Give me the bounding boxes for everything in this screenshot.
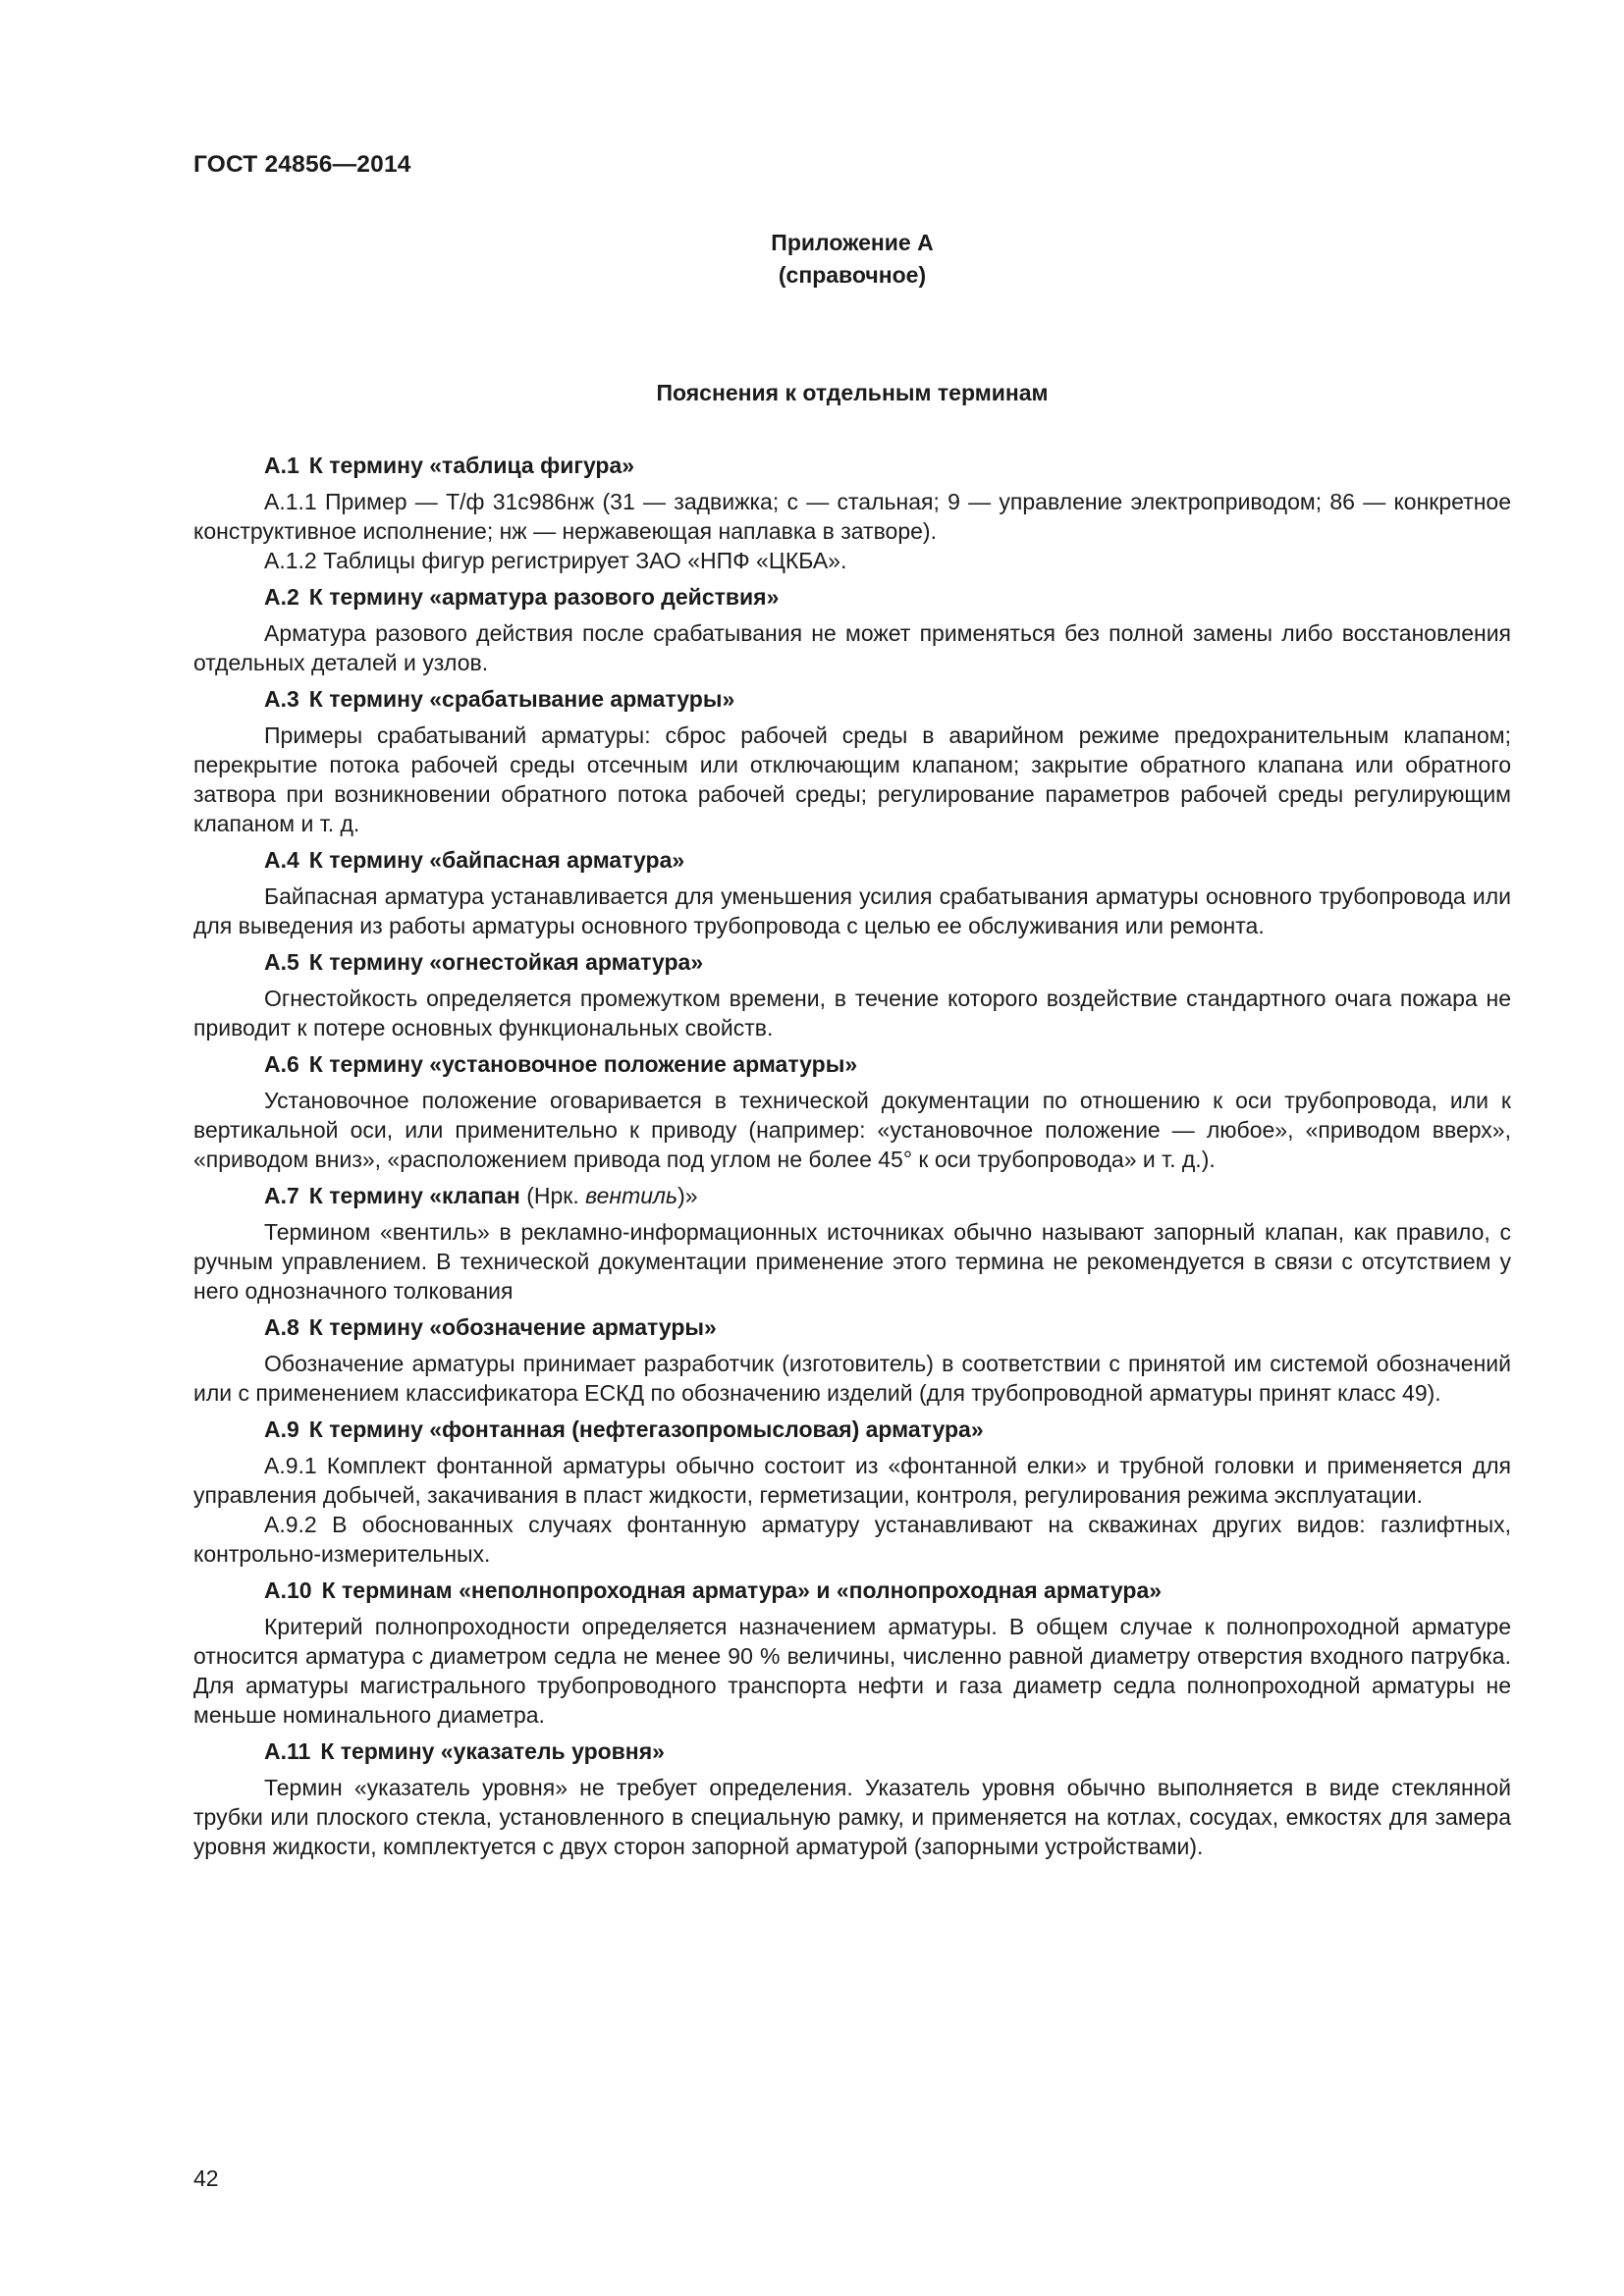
section-a3 — [193, 684, 1511, 838]
section-a7 — [193, 1181, 1511, 1306]
sections-container — [193, 451, 1511, 1868]
section-term: «таблица фигура» — [429, 453, 635, 478]
section-heading — [193, 947, 1511, 977]
section-number: А.11 — [264, 1738, 311, 1764]
section-prefix: К терминам — [321, 1577, 453, 1603]
paragraph: Термин «указатель уровня» не требует определения. Указатель уровня обычно выполняется в виде стеклянной трубки или плоского стекла, установленного в специальную рамку, и применяется на котлах, сосудах, емкостях для замера уровня жидкости, комплектуется с двух сторон запорной арматурой (запорными устройствами). — [193, 1775, 1511, 1859]
section-prefix: К термину — [320, 1738, 435, 1764]
section-heading — [193, 1575, 1511, 1605]
section-number: А.6 — [264, 1051, 299, 1077]
paragraph: А.9.1 Комплект фонтанной арматуры обычно состоит из «фонтанной елки» и трубной головки и применяется для управления добычей, закачивания в пласт жидкости, герметизации, контроля, регулирования режима эксплуатации. — [193, 1453, 1511, 1508]
section-term: «срабатывание арматуры» — [429, 686, 735, 712]
section-a9 — [193, 1415, 1511, 1569]
section-prefix: К термину — [308, 847, 423, 873]
nrk-open: (Нрк. — [519, 1183, 586, 1208]
section-prefix: К термину — [308, 453, 423, 478]
section-heading — [193, 684, 1511, 714]
paragraph: А.1.1 Пример — Т/ф 31с986нж (31 — задвижка; с — стальная; 9 — управление электроприводом; 86 — конкретное конструктивное исполнение; нж — нержавеющая наплавка в затворе). — [193, 489, 1511, 544]
section-a10 — [193, 1575, 1511, 1730]
page-number: 42 — [193, 2165, 219, 2191]
paragraph: Арматура разового действия после срабатывания не может применяться без полной замены либо восстановления отдельных деталей и узлов. — [193, 620, 1511, 675]
section-term: «неполнопроходная арматура» и «полнопроходная арматура» — [459, 1577, 1163, 1603]
section-heading — [193, 1049, 1511, 1079]
section-a5 — [193, 947, 1511, 1042]
section-heading — [193, 845, 1511, 875]
paragraph: А.9.2 В обоснованных случаях фонтанную арматуру устанавливают на скважинах других видов: газлифтных, контрольно-измерительных. — [193, 1512, 1511, 1567]
section-term: «байпасная арматура» — [429, 847, 685, 873]
section-number: А.2 — [264, 584, 299, 610]
section-a1 — [193, 451, 1511, 575]
section-term: «фонтанная (нефтегазопромысловая) арматура» — [429, 1416, 984, 1442]
section-a8 — [193, 1312, 1511, 1408]
section-prefix: К термину — [308, 584, 423, 610]
section-a2 — [193, 582, 1511, 677]
section-prefix: К термину — [308, 949, 423, 975]
section-heading — [193, 1181, 1511, 1210]
annex-heading — [0, 227, 1624, 292]
section-number: А.4 — [264, 847, 299, 873]
section-number: А.9 — [264, 1416, 299, 1442]
section-term: «указатель уровня» — [440, 1738, 665, 1764]
section-number: А.5 — [264, 949, 299, 975]
section-heading — [193, 1312, 1511, 1342]
annex-kind: (справочное) — [778, 262, 927, 288]
section-number: А.3 — [264, 686, 299, 712]
section-term: «установочное положение арматуры» — [429, 1051, 858, 1077]
section-term: «обозначение арматуры» — [429, 1314, 717, 1340]
nrk-term: вентиль — [585, 1183, 678, 1208]
paragraph: Установочное положение оговаривается в технической документации по отношению к оси трубопровода, или к вертикальной оси, или применительно к приводу (например: «установочное положение — любое», «приводом вверх», «приводом вниз», «расположением привода под углом не более 45° к оси трубопровода» и т. д.). — [193, 1088, 1511, 1172]
section-term: «огнестойкая арматура» — [429, 949, 704, 975]
section-number: А.8 — [264, 1314, 299, 1340]
paragraph: Примеры срабатываний арматуры: сброс рабочей среды в аварийном режиме предохранительным клапаном; перекрытие потока рабочей среды отсечным или отключающим клапаном; закрытие обратного клапана или обратного затвора при возникновении обратного потока рабочей среды; регулирование параметров рабочей среды регулирующим клапаном и т. д. — [193, 722, 1511, 836]
annex-title: Приложение А — [771, 230, 934, 255]
section-prefix: К термину — [308, 1314, 423, 1340]
paragraph: Обозначение арматуры принимает разработчик (изготовитель) в соответствии с принятой им системой обозначений или с применением классификатора ЕСКД по обозначению изделий (для трубопроводной арматуры принят класс 49). — [193, 1351, 1511, 1406]
nrk-close: )» — [677, 1183, 698, 1208]
paragraph: А.1.2 Таблицы фигур регистрирует ЗАО «НПФ «ЦКБА». — [264, 548, 847, 573]
section-a6 — [193, 1049, 1511, 1174]
section-heading — [193, 1736, 1511, 1766]
page-header-standard: ГОСТ 24856—2014 — [193, 151, 411, 178]
section-heading — [193, 451, 1511, 480]
section-term: «клапан — [429, 1183, 520, 1208]
section-number: А.7 — [264, 1183, 299, 1208]
section-number: А.10 — [264, 1577, 312, 1603]
section-heading — [193, 1415, 1511, 1444]
paragraph: Термином «вентиль» в рекламно-информационных источниках обычно называют запорный клапан, как правило, с ручным управлением. В технической документации применение этого термина не рекомендуется в связи с отсутствием у него однозначного толкования — [193, 1219, 1511, 1304]
section-term: «арматура разового действия» — [429, 584, 780, 610]
paragraph: Байпасная арматура устанавливается для уменьшения усилия срабатывания арматуры основного трубопровода или для выведения из работы арматуры основного трубопровода с целью ее обслуживания или ремонта. — [193, 883, 1511, 938]
paragraph: Критерий полнопроходности определяется назначением арматуры. В общем случае к полнопроходной арматуре относится арматура с диаметром седла не менее 90 % величины, численно равной диаметру отверстия входного патрубка. Для арматуры магистрального трубопроводного транспорта нефти и газа диаметр седла полнопроходной арматуры не меньше номинального диаметра. — [193, 1614, 1511, 1728]
section-prefix: К термину — [308, 1051, 423, 1077]
section-number: А.1 — [264, 453, 299, 478]
main-title: Пояснения к отдельным терминам — [656, 380, 1049, 405]
section-prefix: К термину — [308, 1183, 423, 1208]
section-a4 — [193, 845, 1511, 940]
paragraph: Огнестойкость определяется промежутком времени, в течение которого воздействие стандартного очага пожара не приводит к потере основных функциональных свойств. — [193, 986, 1511, 1041]
section-prefix: К термину — [308, 1416, 423, 1442]
section-heading — [193, 582, 1511, 612]
section-prefix: К термину — [308, 686, 423, 712]
section-a11 — [193, 1736, 1511, 1861]
